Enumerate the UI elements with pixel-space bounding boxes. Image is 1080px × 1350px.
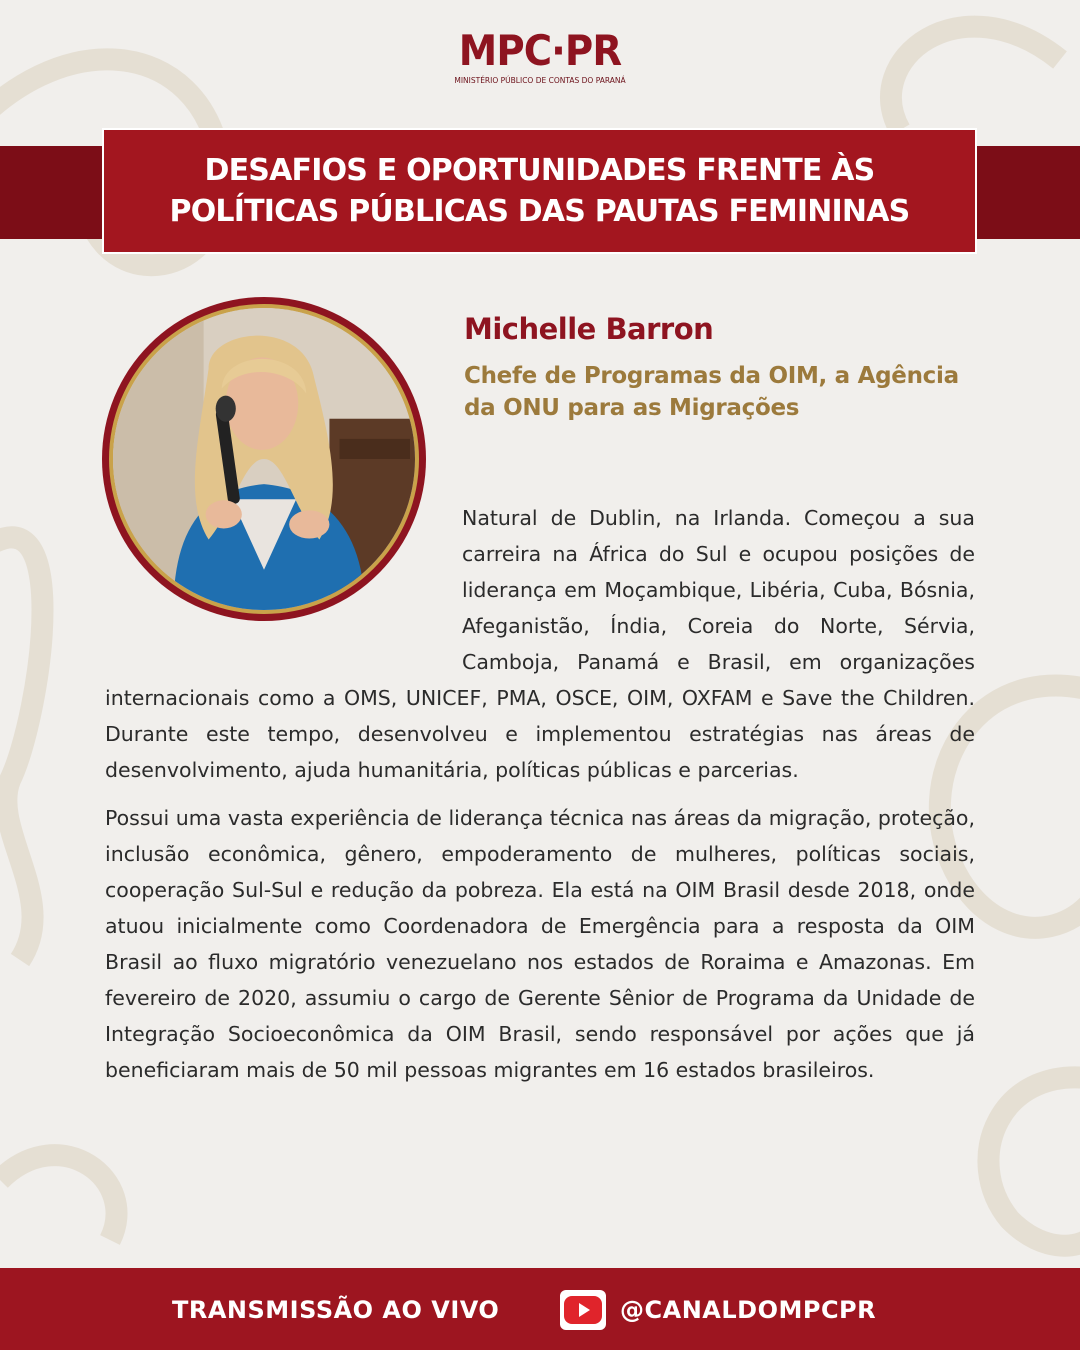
title-line-1: DESAFIOS E OPORTUNIDADES FRENTE ÀS [204,153,875,188]
youtube-icon[interactable] [560,1290,606,1330]
logo-wordmark: MPC·PR [458,26,622,75]
speaker-bio [105,500,975,1088]
footer-bar [0,1268,1080,1350]
speaker-role: Chefe de Programas da OIM, a Agência da ONU para as Migrações [464,363,959,421]
bio-paragraph-1: Natural de Dublin, na Irlanda. Começou a sua carreira na África do Sul e ocupou posições de liderança em Moçambique, Libéria, Cuba, Bósnia, Afeganistão, Índia, Coreia do Norte, Sérvia, Camboja, Panamá e Brasil, em organizações internacionais como a OMS, UNICEF, PMA, OSCE, OIM, OXFAM e Save the Children. Durante este tempo, desenvolveu e implementou estratégias nas áreas de desenvolvimento, ajuda humanitária, políticas públicas e parcerias. [105,506,975,782]
title-line-2: POLÍTICAS PÚBLICAS DAS PAUTAS FEMININAS [169,194,910,229]
logo-subtitle: MINISTÉRIO PÚBLICO DE CONTAS DO PARANÁ [454,76,626,85]
channel-handle-link[interactable]: @CANALDOMPCPR [620,1296,877,1324]
live-stream-label: TRANSMISSÃO AO VIVO [172,1296,500,1324]
mpc-pr-logo [440,28,640,85]
title-banner [102,128,977,254]
speaker-name: Michelle Barron [464,312,714,346]
bio-paragraph-2: Possui uma vasta experiência de liderança técnica nas áreas da migração, proteção, inclusão econômica, gênero, empoderamento de mulheres, políticas sociais, cooperação Sul-Sul e redução da pobreza. Ela está na OIM Brasil desde 2018, onde atuou inicialmente como Coordenadora de Emergência para a resposta da OIM Brasil ao fluxo migratório venezuelano nos estados de Roraima e Amazonas. Em fevereiro de 2020, assumiu o cargo de Gerente Sênior de Programa da Unidade de Integração Socioeconômica da OIM Brasil, sendo responsável por ações que já beneficiaram mais de 50 mil pessoas migrantes em 16 estados brasileiros. [105,806,975,1082]
